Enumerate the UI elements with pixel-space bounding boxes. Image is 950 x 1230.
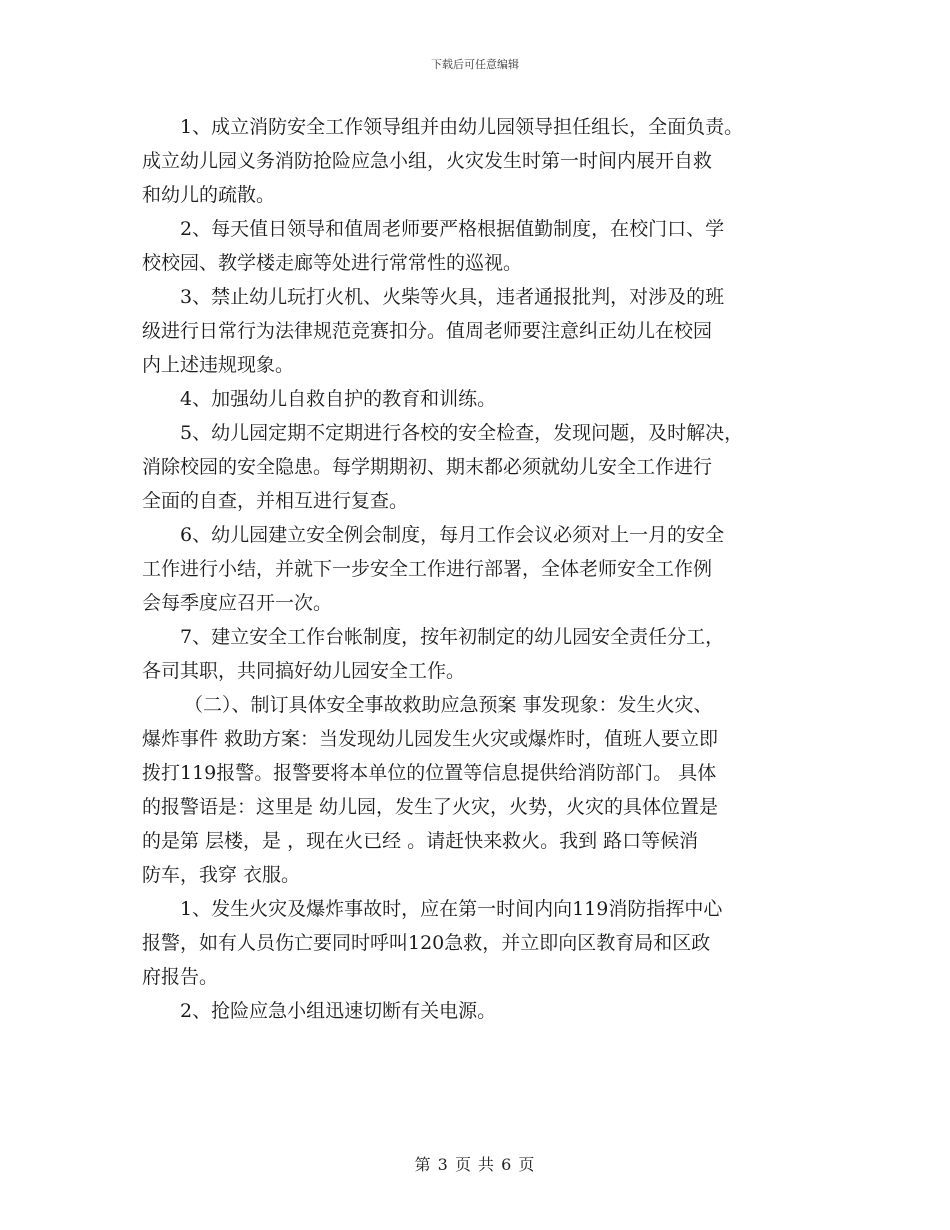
document-body xyxy=(142,110,822,1028)
text-line: 防车，我穿 衣服。 xyxy=(142,864,301,886)
text-line: 2、抢险应急小组迅速切断有关电源。 xyxy=(180,1000,497,1022)
text-line: （二）、制订具体安全事故救助应急预案 事发现象：发生火灾、 xyxy=(184,694,713,716)
text-line: 校校园、教学楼走廊等处进行常常性的巡视。 xyxy=(142,252,523,274)
text-line: 1、发生火灾及爆炸事故时，应在第一时间内向119消防指挥中心 xyxy=(180,898,723,920)
paragraph xyxy=(142,994,822,1028)
paragraph xyxy=(142,382,822,416)
paragraph xyxy=(142,212,822,280)
text-line: 的报警语是：这里是 幼儿园，发生了火灾，火势，火灾的具体位置是 xyxy=(142,796,719,818)
text-line: 级进行日常行为法律规范竞赛扣分。值周老师要注意纠正幼儿在校园 xyxy=(142,320,713,342)
paragraph xyxy=(142,280,822,382)
page-number: 第 3 页 共 6 页 xyxy=(414,1155,536,1174)
text-line: 的是第 层楼，是 ，现在火已经 。请赶快来救火。我到 路口等候消 xyxy=(142,830,699,852)
paragraph xyxy=(142,620,822,688)
text-line: 拨打119报警。报警要将本单位的位置等信息提供给消防部门。 具体 xyxy=(142,762,717,784)
text-line: 7、建立安全工作台帐制度，按年初制定的幼儿园安全责任分工， xyxy=(180,626,725,648)
text-line: 消除校园的安全隐患。每学期期初、期末都必须就幼儿安全工作进行 xyxy=(142,456,713,478)
text-line: 府报告。 xyxy=(142,966,219,988)
text-line: 报警，如有人员伤亡要同时呼叫120急救，并立即向区教育局和区政 xyxy=(142,932,711,954)
page-header: 下载后可任意编辑 xyxy=(431,58,519,71)
paragraph xyxy=(142,892,822,994)
text-line: 爆炸事件 救助方案：当发现幼儿园发生火灾或爆炸时，值班人要立即 xyxy=(142,728,719,750)
text-line: 内上述违规现象。 xyxy=(142,354,295,376)
paragraph xyxy=(142,688,822,892)
text-line: 6、幼儿园建立安全例会制度，每月工作会议必须对上一月的安全 xyxy=(180,524,725,546)
text-line: 和幼儿的疏散。 xyxy=(142,184,276,206)
text-line: 3、禁止幼儿玩打火机、火柴等火具，违者通报批判，对涉及的班 xyxy=(180,286,725,308)
text-line: 5、幼儿园定期不定期进行各校的安全检查，发现问题，及时解决， xyxy=(180,422,744,444)
paragraph xyxy=(142,416,822,518)
text-line: 各司其职，共同搞好幼儿园安全工作。 xyxy=(142,660,466,682)
text-line: 2、每天值日领导和值周老师要严格根据值勤制度，在校门口、学 xyxy=(180,218,725,240)
text-line: 4、加强幼儿自救自护的教育和训练。 xyxy=(180,388,497,410)
text-line: 会每季度应召开一次。 xyxy=(142,592,333,614)
text-line: 工作进行小结，并就下一步安全工作进行部署，全体老师安全工作例 xyxy=(142,558,713,580)
text-line: 成立幼儿园义务消防抢险应急小组，火灾发生时第一时间内展开自救 xyxy=(142,150,713,172)
paragraph xyxy=(142,110,822,212)
paragraph xyxy=(142,518,822,620)
text-line: 全面的自查，并相互进行复查。 xyxy=(142,490,409,512)
text-line: 1、成立消防安全工作领导组并由幼儿园领导担任组长，全面负责。 xyxy=(180,116,744,138)
